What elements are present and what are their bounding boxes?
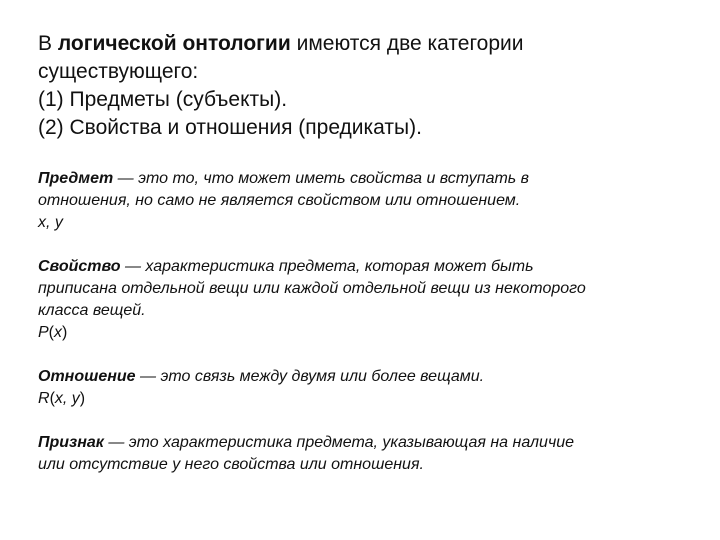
notation-subject: x, y bbox=[38, 214, 63, 231]
notation-relation-close: ) bbox=[79, 390, 86, 407]
intro-prefix: В bbox=[38, 32, 58, 55]
intro-line-1 bbox=[38, 30, 698, 58]
definition-feature-line-2: или отсутствие у него свойства или отношения. bbox=[38, 456, 424, 473]
notation-relation-open: ( bbox=[49, 390, 55, 407]
definition-subject bbox=[38, 168, 698, 234]
definition-property bbox=[38, 256, 698, 344]
notation-relation bbox=[38, 388, 698, 410]
definition-subject-line-2: отношения, но само не является свойством или отношением. bbox=[38, 192, 521, 209]
notation-property bbox=[38, 322, 698, 344]
definition-property-line-2: приписана отдельной вещи или каждой отдельной вещи из некоторого bbox=[38, 280, 586, 297]
definition-subject-line-1 bbox=[38, 168, 698, 190]
definition-property-line-1 bbox=[38, 256, 698, 278]
term-subject: Предмет bbox=[38, 170, 114, 187]
definition-property-text-1: — характеристика предмета, которая может быть bbox=[120, 258, 534, 275]
definition-relation bbox=[38, 366, 698, 410]
notation-property-func: P bbox=[38, 324, 49, 341]
term-property: Свойство bbox=[38, 258, 121, 275]
intro-text bbox=[38, 30, 698, 142]
intro-bold-term: логической онтологии bbox=[57, 32, 291, 55]
intro-suffix: имеются две категории bbox=[290, 32, 524, 55]
intro-item-1: (1) Предметы (субъекты). bbox=[38, 88, 288, 111]
term-feature: Признак bbox=[38, 434, 104, 451]
definition-feature-line-1 bbox=[38, 432, 698, 454]
notation-property-open: ( bbox=[48, 324, 54, 341]
notation-property-close: ) bbox=[62, 324, 68, 341]
definition-relation-text-1: — это связь между двумя или более вещами. bbox=[135, 368, 485, 385]
definition-property-line-3: класса вещей. bbox=[38, 302, 146, 319]
definition-feature-text-1: — это характеристика предмета, указывающая на наличие bbox=[103, 434, 575, 451]
definition-feature bbox=[38, 432, 698, 476]
definition-relation-line-1 bbox=[38, 366, 698, 388]
definition-subject-text-1: — это то, что может иметь свойства и вступать в bbox=[113, 170, 530, 187]
notation-relation-func: R bbox=[38, 390, 50, 407]
notation-relation-arg: x, y bbox=[54, 390, 80, 407]
notation-property-arg: x bbox=[54, 324, 62, 341]
intro-item-2: (2) Свойства и отношения (предикаты). bbox=[38, 116, 422, 139]
definitions-block bbox=[38, 168, 698, 498]
intro-line-2: существующего: bbox=[38, 60, 199, 83]
term-relation: Отношение bbox=[38, 368, 136, 385]
